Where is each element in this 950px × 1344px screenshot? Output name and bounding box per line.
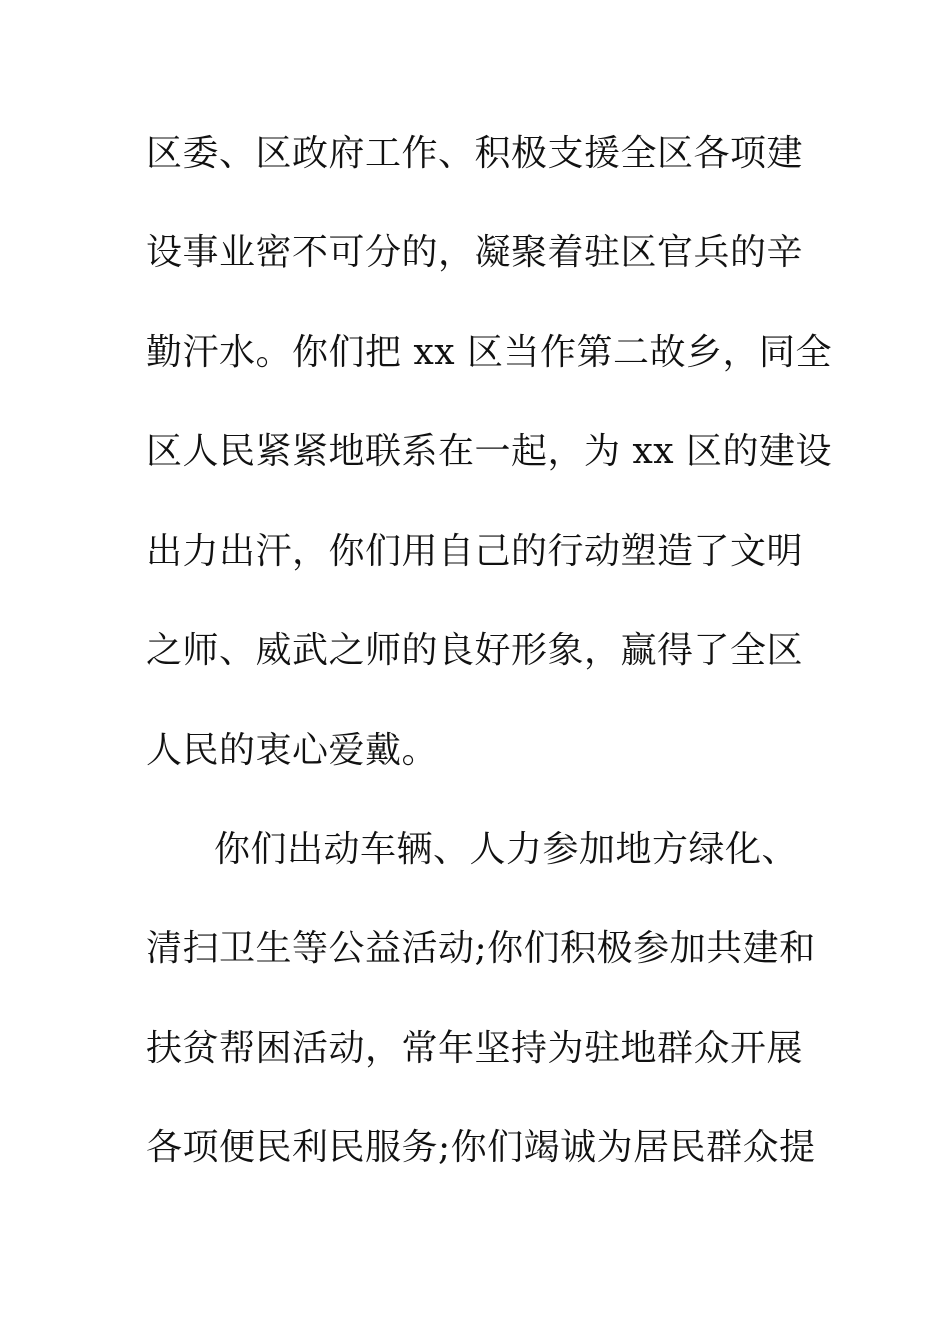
paragraph-1-line-1: 区委、区政府工作、积极支援全区各项建	[146, 133, 804, 174]
paragraph-2-line-2: 清扫卫生等公益活动;你们积极参加共建和	[146, 928, 816, 969]
paragraph-2-line-3: 扶贫帮困活动，常年坚持为驻地群众开展	[146, 1028, 804, 1069]
paragraph-1-line-5: 出力出汗，你们用自己的行动塑造了文明	[146, 531, 804, 572]
paragraph-2-line-1: 你们出动车辆、人力参加地方绿化、	[214, 829, 799, 870]
paragraph-1-line-6: 之师、威武之师的良好形象，赢得了全区	[146, 630, 804, 671]
paragraph-1-line-4: 区人民紧紧地联系在一起，为 xx 区的建设	[146, 431, 832, 472]
paragraph-1-line-2: 设事业密不可分的，凝聚着驻区官兵的辛	[146, 232, 804, 273]
paragraph-1-line-3: 勤汗水。你们把 xx 区当作第二故乡，同全	[146, 332, 832, 373]
paragraph-2-line-4: 各项便民利民服务;你们竭诚为居民群众提	[146, 1127, 816, 1168]
paragraph-1-line-7: 人民的衷心爱戴。	[146, 730, 439, 771]
